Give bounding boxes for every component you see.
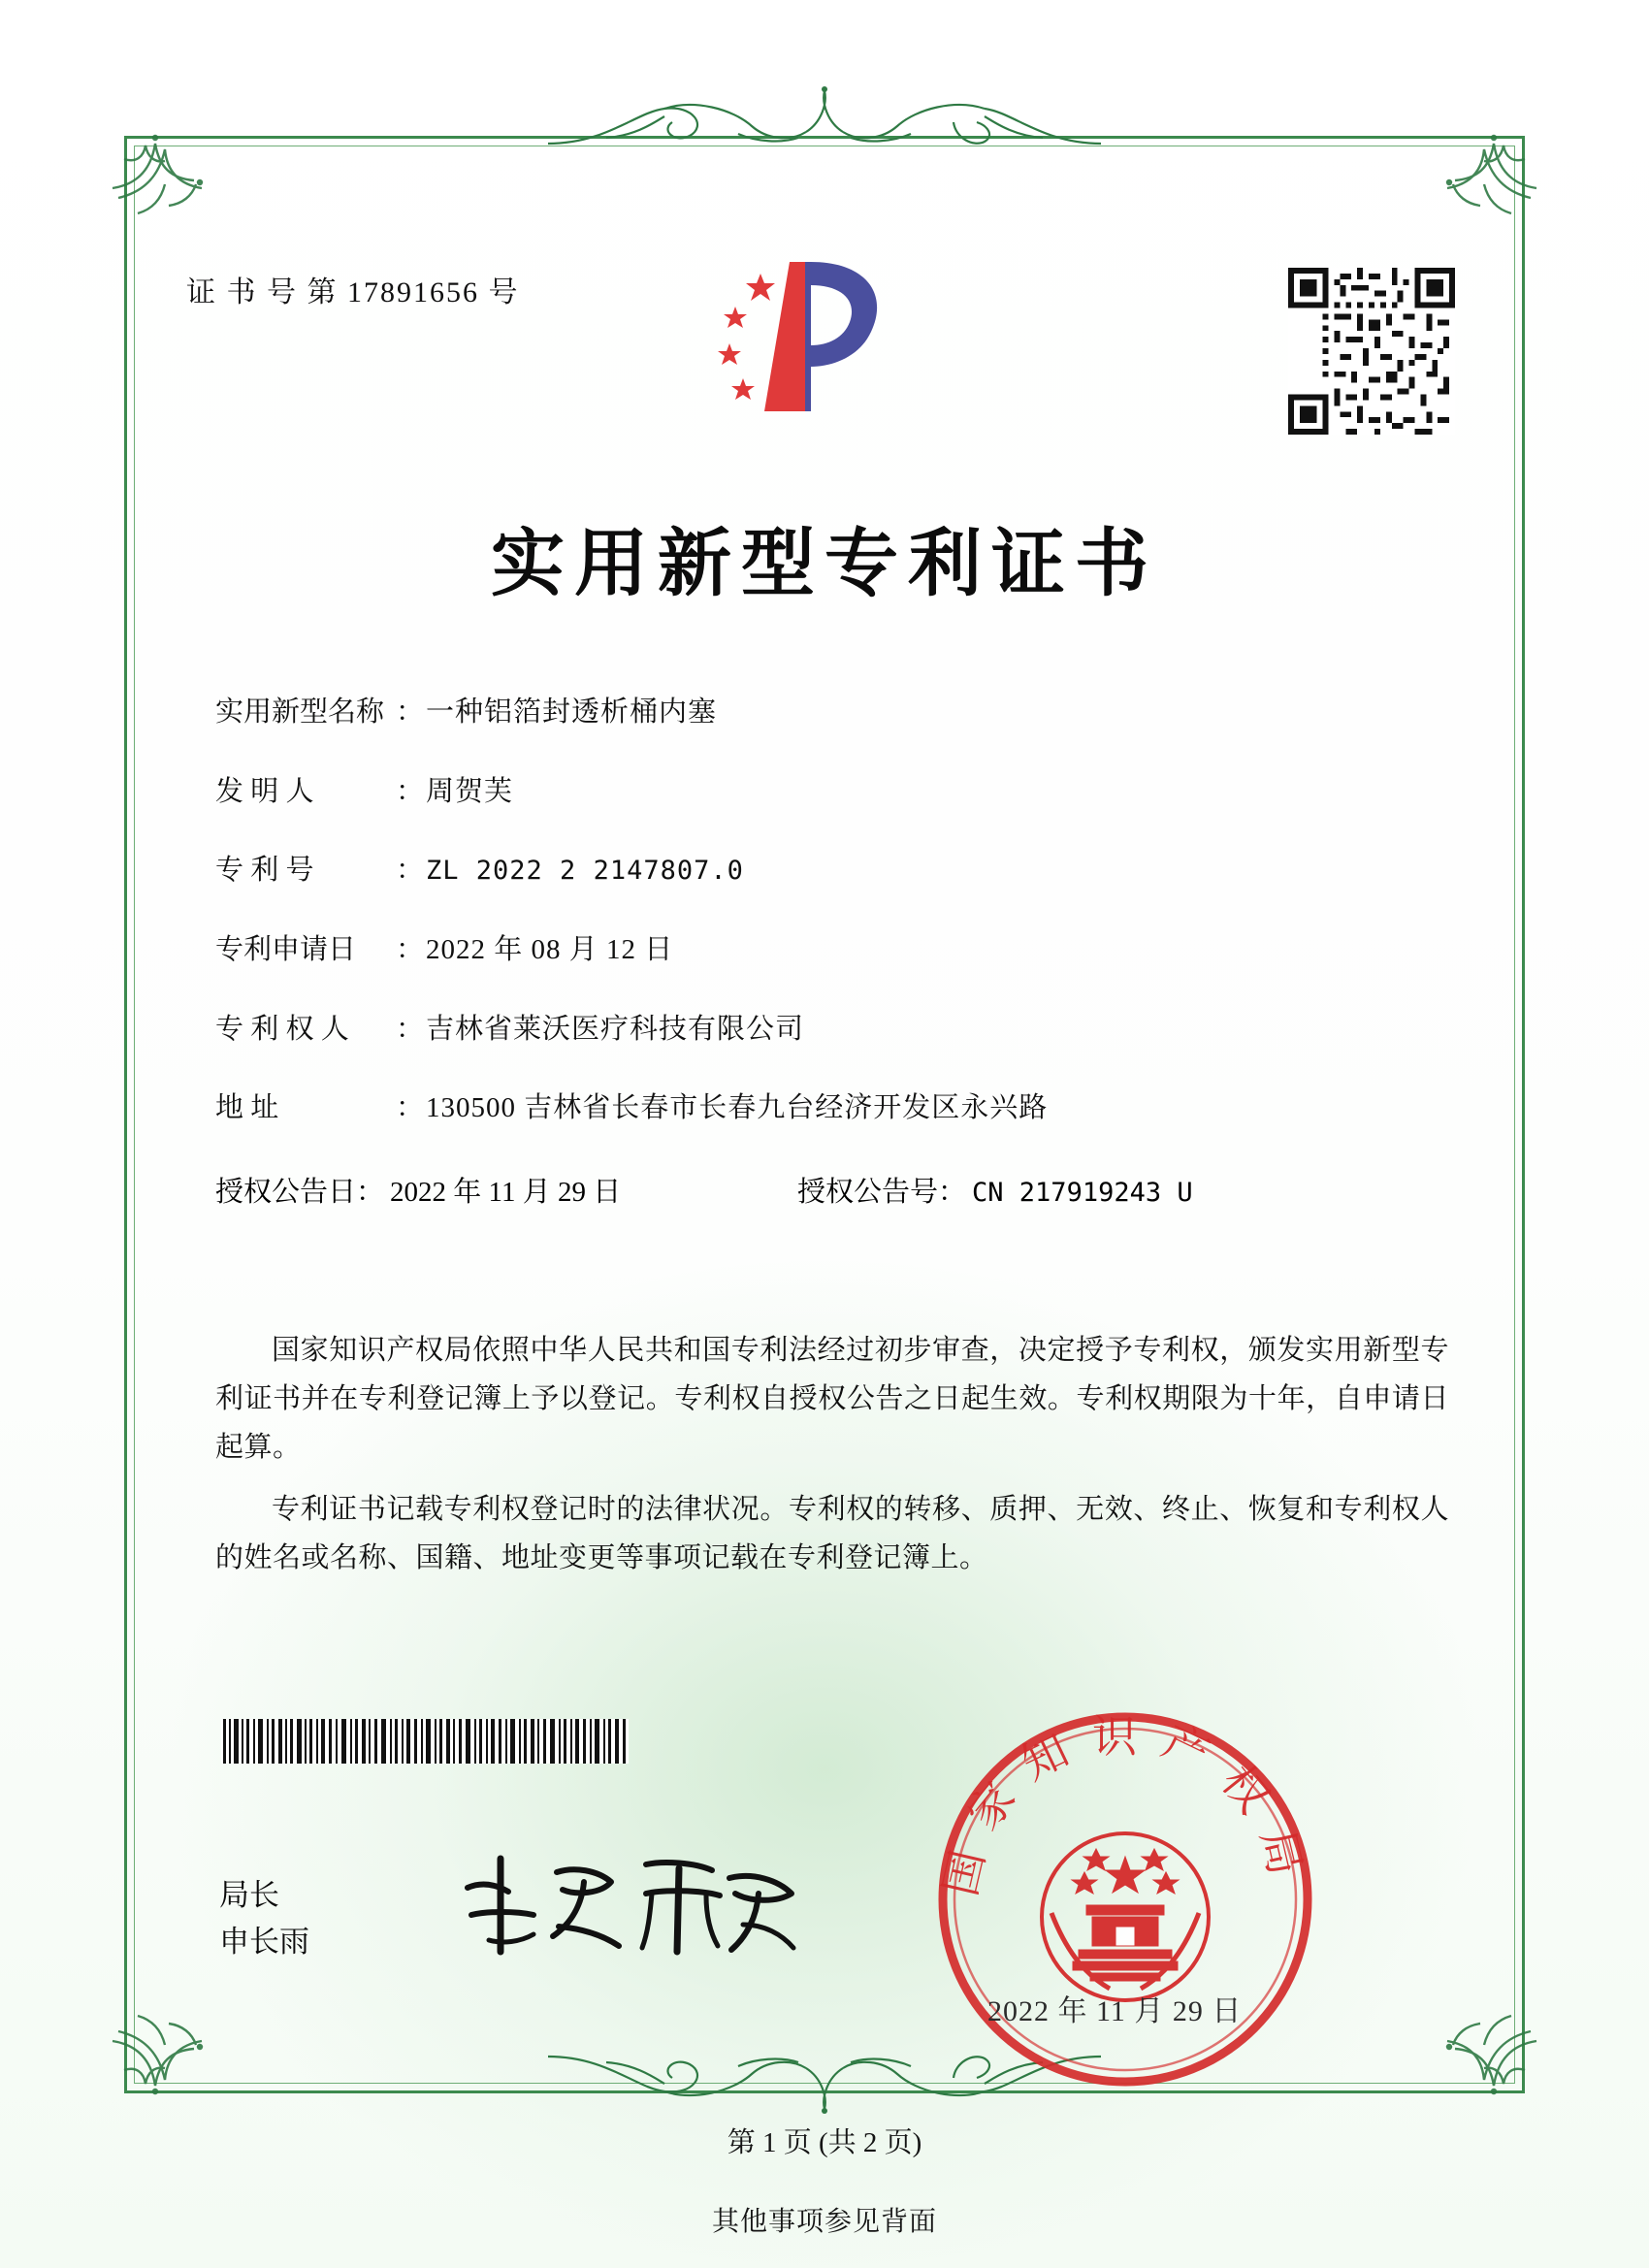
- grant-number-label: 授权公告号: [797, 1177, 939, 1209]
- field-value: 吉林省莱沃医疗科技有限公司: [426, 1013, 805, 1045]
- field-patentee: [215, 1012, 1447, 1049]
- field-grant-announcement: [215, 1170, 1447, 1210]
- field-label: 专 利 号: [215, 855, 314, 887]
- field-application-date: [215, 932, 1447, 969]
- barcode: [221, 1719, 629, 1764]
- handwritten-signature: [456, 1843, 805, 1969]
- field-colon: ：: [396, 934, 425, 966]
- commissioner-title: 局长: [219, 1878, 279, 1912]
- cnipa-logo-icon: [696, 250, 910, 435]
- field-colon: ：: [396, 1013, 425, 1045]
- page-indicator: 第 1 页 (共 2 页): [727, 2127, 922, 2158]
- legal-paragraph: 国家知识产权局依照中华人民共和国专利法经过初步审查，决定授予专利权，颁发实用新型专利证书并在专利登记簿上予以登记。专利权自授权公告之日起生效。专利权期限为十年，自申请日起算。: [215, 1335, 1449, 1463]
- field-inventor: [215, 774, 1447, 811]
- field-label: 专 利 权 人: [215, 1013, 349, 1045]
- field-colon: ：: [396, 697, 425, 728]
- field-colon: ：: [396, 1092, 425, 1124]
- page-title: 实用新型专利证书: [491, 520, 1158, 606]
- field-colon: ：: [396, 855, 425, 887]
- field-value: 2022 年 08 月 12 日: [426, 934, 674, 966]
- official-seal: [931, 1705, 1319, 2093]
- corner-ornament-icon: [1395, 1963, 1540, 2109]
- corner-ornament-icon: [109, 120, 254, 266]
- field-value: 周贺芙: [426, 775, 514, 807]
- grant-date-colon: ：: [356, 1177, 385, 1209]
- field-value: 一种铝箔封透析桶内塞: [426, 697, 718, 728]
- field-label: 专利申请日: [215, 934, 357, 966]
- top-scroll-ornament-icon: [548, 83, 1101, 171]
- field-colon: ：: [396, 775, 425, 807]
- field-label: 地 址: [215, 1092, 279, 1124]
- seal-date: 2022 年 11 月 29 日: [987, 1995, 1243, 2027]
- legal-paragraph: 专利证书记载专利权登记时的法律状况。专利权的转移、质押、无效、终止、恢复和专利权人的姓名或名称、国籍、地址变更等事项记载在专利登记簿上。: [215, 1493, 1449, 1573]
- field-label: 发 明 人: [215, 775, 314, 807]
- legal-text-block: [215, 1327, 1449, 1596]
- back-side-note: 其他事项参见背面: [711, 2207, 937, 2237]
- field-address: [215, 1090, 1447, 1127]
- field-label: 实用新型名称: [215, 697, 385, 728]
- grant-number-value: CN 217919243 U: [972, 1178, 1193, 1209]
- signature-block: [219, 1872, 309, 1965]
- certificate-fields: [215, 695, 1447, 1239]
- commissioner-name: 申长雨: [219, 1925, 309, 1960]
- field-patent-number: [215, 853, 1447, 890]
- field-value: ZL 2022 2 2147807.0: [426, 856, 744, 887]
- corner-ornament-icon: [1395, 120, 1540, 266]
- svg-text:国家知识产权局: 国家知识产权局: [933, 1710, 1317, 1901]
- grant-number-colon: ：: [938, 1177, 967, 1209]
- grant-date-label: 授权公告日: [215, 1177, 357, 1209]
- field-utility-model-name: [215, 695, 1447, 731]
- corner-ornament-icon: [109, 1963, 254, 2109]
- qr-code: [1288, 268, 1455, 435]
- field-value: 130500 吉林省长春市长春九台经济开发区永兴路: [426, 1092, 1049, 1124]
- grant-date-value: 2022 年 11 月 29 日: [390, 1177, 622, 1209]
- certificate-number: 证 书 号 第 17891656 号: [186, 276, 520, 308]
